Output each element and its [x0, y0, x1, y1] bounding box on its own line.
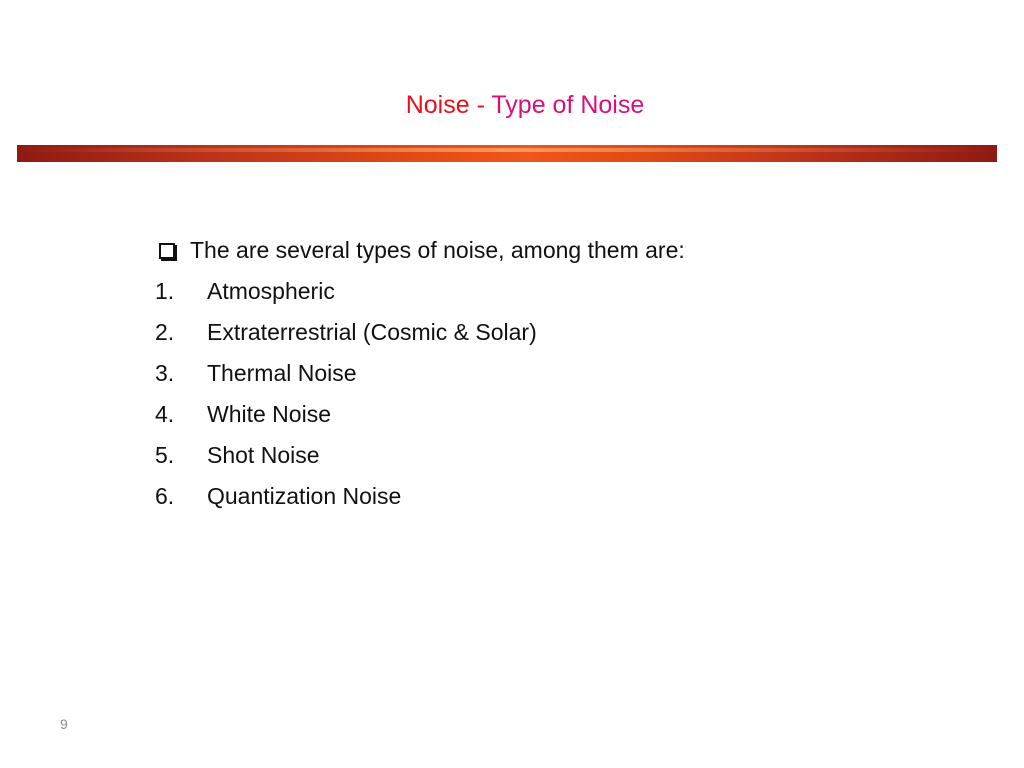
list-item-number: 3.	[155, 360, 175, 386]
title-prefix: Noise -	[405, 91, 492, 119]
intro-text: The are several types of noise, among them are:	[190, 237, 685, 263]
list-item-label: Extraterrestrial (Cosmic & Solar)	[207, 319, 537, 345]
list-item-number: 4.	[155, 401, 175, 427]
title-main: Type of Noise	[491, 91, 645, 119]
page-number: 9	[60, 716, 68, 732]
list-item-label: White Noise	[207, 401, 331, 427]
list-item	[155, 394, 855, 435]
list-item-label: Atmospheric	[207, 278, 335, 304]
list-item	[155, 271, 855, 312]
list-item-number: 5.	[155, 442, 175, 468]
list-item-number: 1.	[155, 278, 175, 304]
title-divider-bar	[17, 145, 997, 162]
list-item-label: Thermal Noise	[207, 360, 357, 386]
intro-bullet	[155, 230, 855, 271]
list-item	[155, 435, 855, 476]
list-item	[155, 312, 855, 353]
list-item-label: Quantization Noise	[207, 483, 402, 509]
slide-body	[155, 230, 855, 517]
list-item	[155, 353, 855, 394]
list-item	[155, 476, 855, 517]
checkbox-icon	[159, 243, 175, 259]
list-item-label: Shot Noise	[207, 442, 320, 468]
list-item-number: 6.	[155, 483, 175, 509]
slide-title	[0, 88, 1024, 122]
list-item-number: 2.	[155, 319, 175, 345]
